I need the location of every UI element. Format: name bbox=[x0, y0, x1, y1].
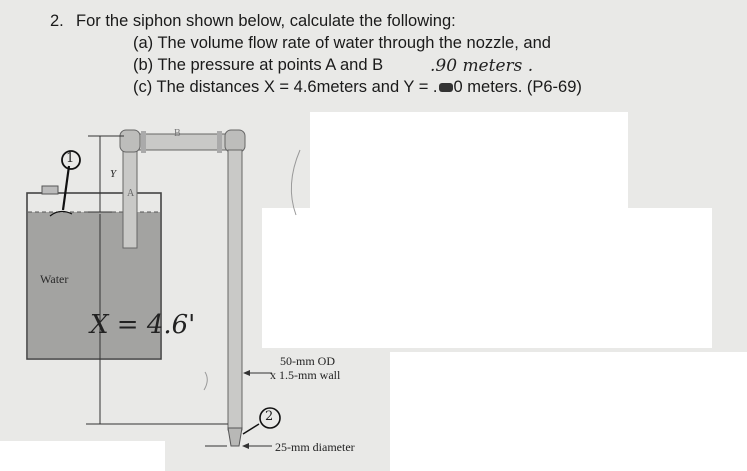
handwritten-point1: 1 bbox=[66, 151, 75, 166]
point1-arrow bbox=[63, 166, 69, 210]
pipe-od-label: 50-mm OD bbox=[280, 354, 335, 368]
point-b-label: B bbox=[174, 128, 181, 139]
coupling-left bbox=[141, 131, 146, 153]
problem-number: 2. bbox=[50, 12, 64, 30]
elbow-right bbox=[225, 130, 245, 152]
handwritten-point2: 2 bbox=[265, 409, 274, 424]
coupling-right bbox=[217, 131, 222, 153]
pencil-arc-1 bbox=[291, 150, 300, 215]
elbow-left bbox=[120, 130, 140, 152]
nozzle-diameter-label: 25-mm diameter bbox=[275, 440, 355, 454]
top-pipe bbox=[123, 134, 241, 150]
part-c-suffix: 0 meters. (P6-69) bbox=[453, 78, 582, 96]
nozzle bbox=[228, 428, 242, 446]
point-a-label: A bbox=[127, 188, 135, 199]
pipe-label-arrowhead bbox=[243, 370, 250, 376]
part-a-text: (a) The volume flow rate of water through the nozzle, and bbox=[133, 34, 551, 52]
dim-y-label: Y bbox=[110, 168, 117, 180]
part-b-text: (b) The pressure at points A and B bbox=[133, 56, 384, 74]
outlet-pipe bbox=[228, 150, 242, 430]
handwritten-y-value: .90 meters . bbox=[430, 56, 534, 76]
pencil-arc-2 bbox=[204, 372, 207, 390]
part-c-prefix: (c) The distances X = 4.6meters and Y = . bbox=[133, 78, 438, 96]
pipe-wall-label: x 1.5-mm wall bbox=[270, 368, 341, 382]
nozzle-label-arrowhead bbox=[242, 443, 249, 449]
point2-arrow bbox=[243, 424, 259, 434]
water-label: Water bbox=[40, 272, 69, 286]
tank-fitting bbox=[42, 186, 58, 194]
handwritten-x-value: X = 4.6' bbox=[90, 310, 196, 340]
problem-intro: For the siphon shown below, calculate the following: bbox=[76, 12, 456, 30]
